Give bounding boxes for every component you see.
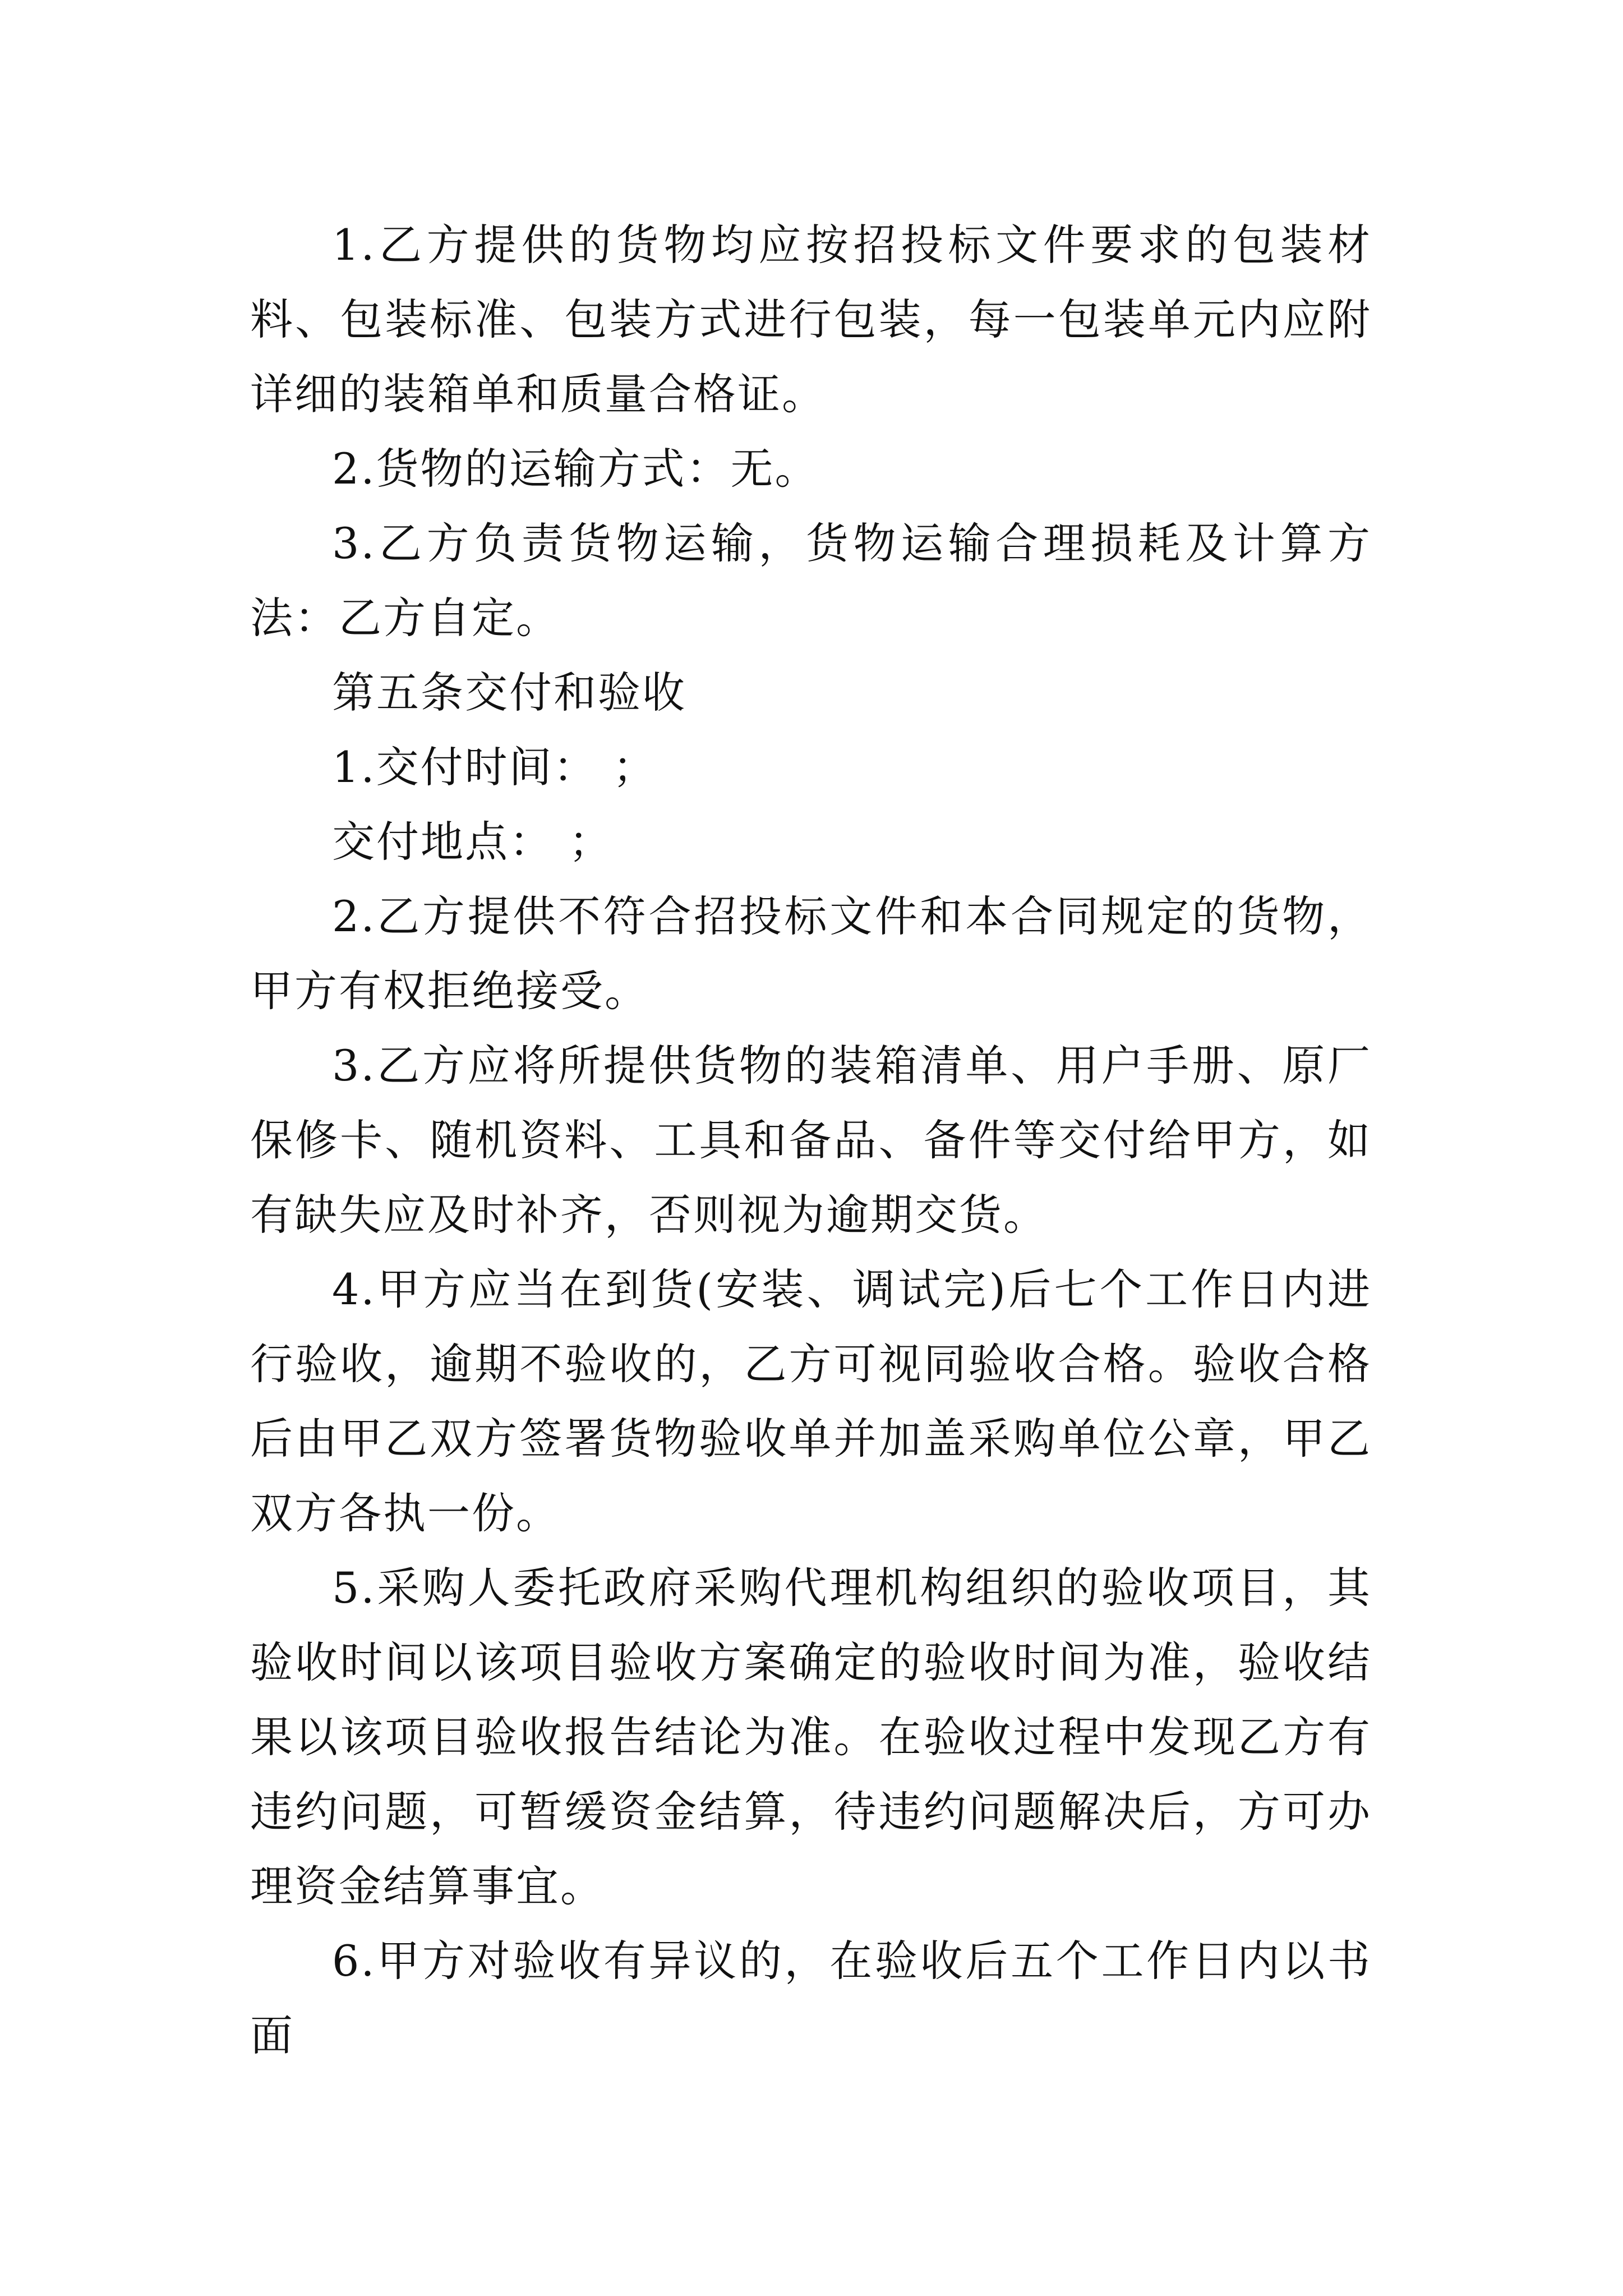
paragraph-packaging: 1.乙方提供的货物均应按招投标文件要求的包装材料、包装标准、包装方式进行包装，每一包装单元内应附详细的装箱单和质量合格证。: [250, 220, 1372, 419]
paragraph-packing-list: 3.乙方应将所提供货物的装箱清单、用户手册、原厂保修卡、随机资料、工具和备品、备件等交付给甲方，如有缺失应及时补齐，否则视为逾期交货。: [250, 1041, 1372, 1240]
section-heading-delivery-acceptance: 第五条交付和验收: [332, 668, 686, 717]
paragraph-delivery-time: 1.交付时间： ；: [332, 742, 657, 792]
paragraph-acceptance-period: 4.甲方应当在到货(安装、调试完)后七个工作日内进行验收，逾期不验收的，乙方可视同验收合格。验收合格后由甲乙双方签署货物验收单并加盖采购单位公章，甲乙双方各执一份。: [250, 1264, 1372, 1538]
paragraph-agency-acceptance: 5.采购人委托政府采购代理机构组织的验收项目，其验收时间以该项目验收方案确定的验收时间为准，验收结果以该项目验收报告结论为准。在验收过程中发现乙方有违约问题，可暂缓资金结算，待违约问题解决后，方可办理资金结算事宜。: [250, 1563, 1372, 1911]
paragraph-transport-method: 2.货物的运输方式：无。: [332, 444, 819, 494]
paragraph-transport-loss: 3.乙方负责货物运输，货物运输合理损耗及计算方法：乙方自定。: [250, 518, 1372, 643]
paragraph-objection: 6.甲方对验收有异议的，在验收后五个工作日内以书面: [250, 1936, 1372, 2060]
document-body: [250, 208, 1372, 2073]
paragraph-reject-goods: 2.乙方提供不符合招投标文件和本合同规定的货物，甲方有权拒绝接受。: [250, 891, 1372, 1016]
paragraph-delivery-location: 交付地点： ；: [332, 817, 614, 867]
